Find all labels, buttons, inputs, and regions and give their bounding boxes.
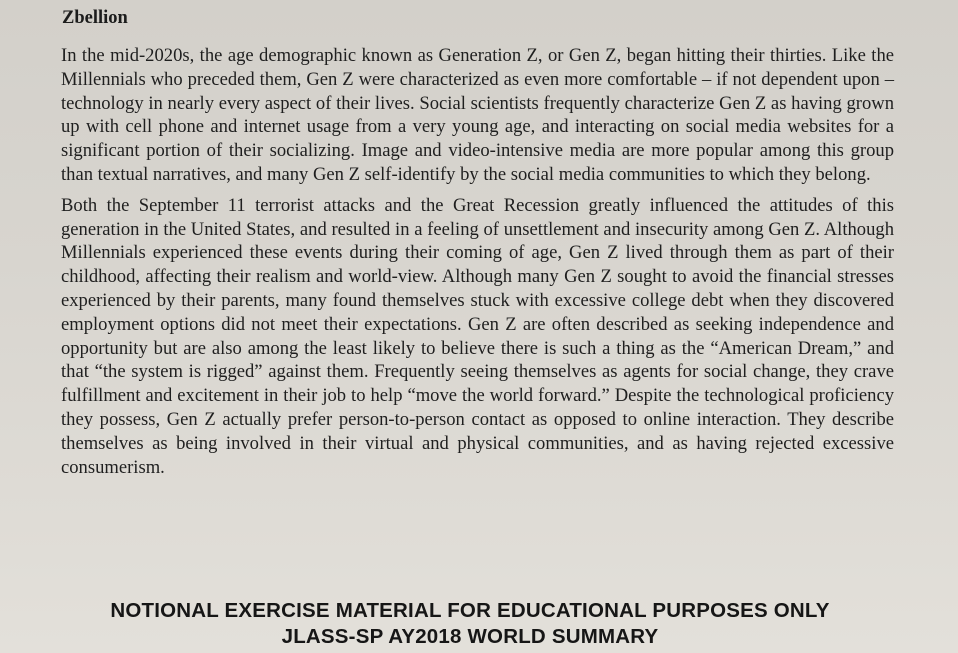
document-body (61, 44, 894, 486)
paragraph-2: Both the September 11 terrorist attacks and the Great Recession greatly influenced the attitudes of this generation in the United States, and resulted in a feeling of unsettlement and insecurity among Gen Z. Although Millennials experienced these events during their coming of age, Gen Z lived through them as part of their childhood, affecting their realism and world-view. Although many Gen Z sought to avoid the financial stresses experienced by their parents, many found themselves stuck with excessive college debt when they discovered employment options did not meet their expectations. Gen Z are often described as seeking independence and opportunity but are also among the least likely to believe there is such a thing as the “American Dream,” and that “the system is rigged” against them. Frequently seeing themselves as agents for social change, they crave fulfillment and excitement in their job to help “move the world forward.” Despite the technological proficiency they possess, Gen Z actually prefer person-to-person contact as opposed to online interaction. They describe themselves as being involved in their virtual and physical communities, and as having rejected excessive consumerism. (61, 194, 894, 478)
footer-line-1: NOTIONAL EXERCISE MATERIAL FOR EDUCATIONAL PURPOSES ONLY (110, 599, 830, 622)
paragraph-1: In the mid-2020s, the age demographic known as Generation Z, or Gen Z, began hitting their thirties. Like the Millennials who preceded them, Gen Z were characterized as even more comfortable – if not dependent upon – technology in nearly every aspect of their lives. Social scientists frequently characterize Gen Z as having grown up with cell phone and internet usage from a very young age, and interacting on social media websites for a significant portion of their socializing. Image and video-intensive media are more popular among this group than textual narratives, and many Gen Z self-identify by the social media communities to which they belong. (61, 45, 894, 185)
classification-footer (0, 598, 940, 650)
section-heading: Zbellion (62, 8, 128, 28)
footer-line-2: JLASS-SP AY2018 WORLD SUMMARY (281, 625, 659, 648)
